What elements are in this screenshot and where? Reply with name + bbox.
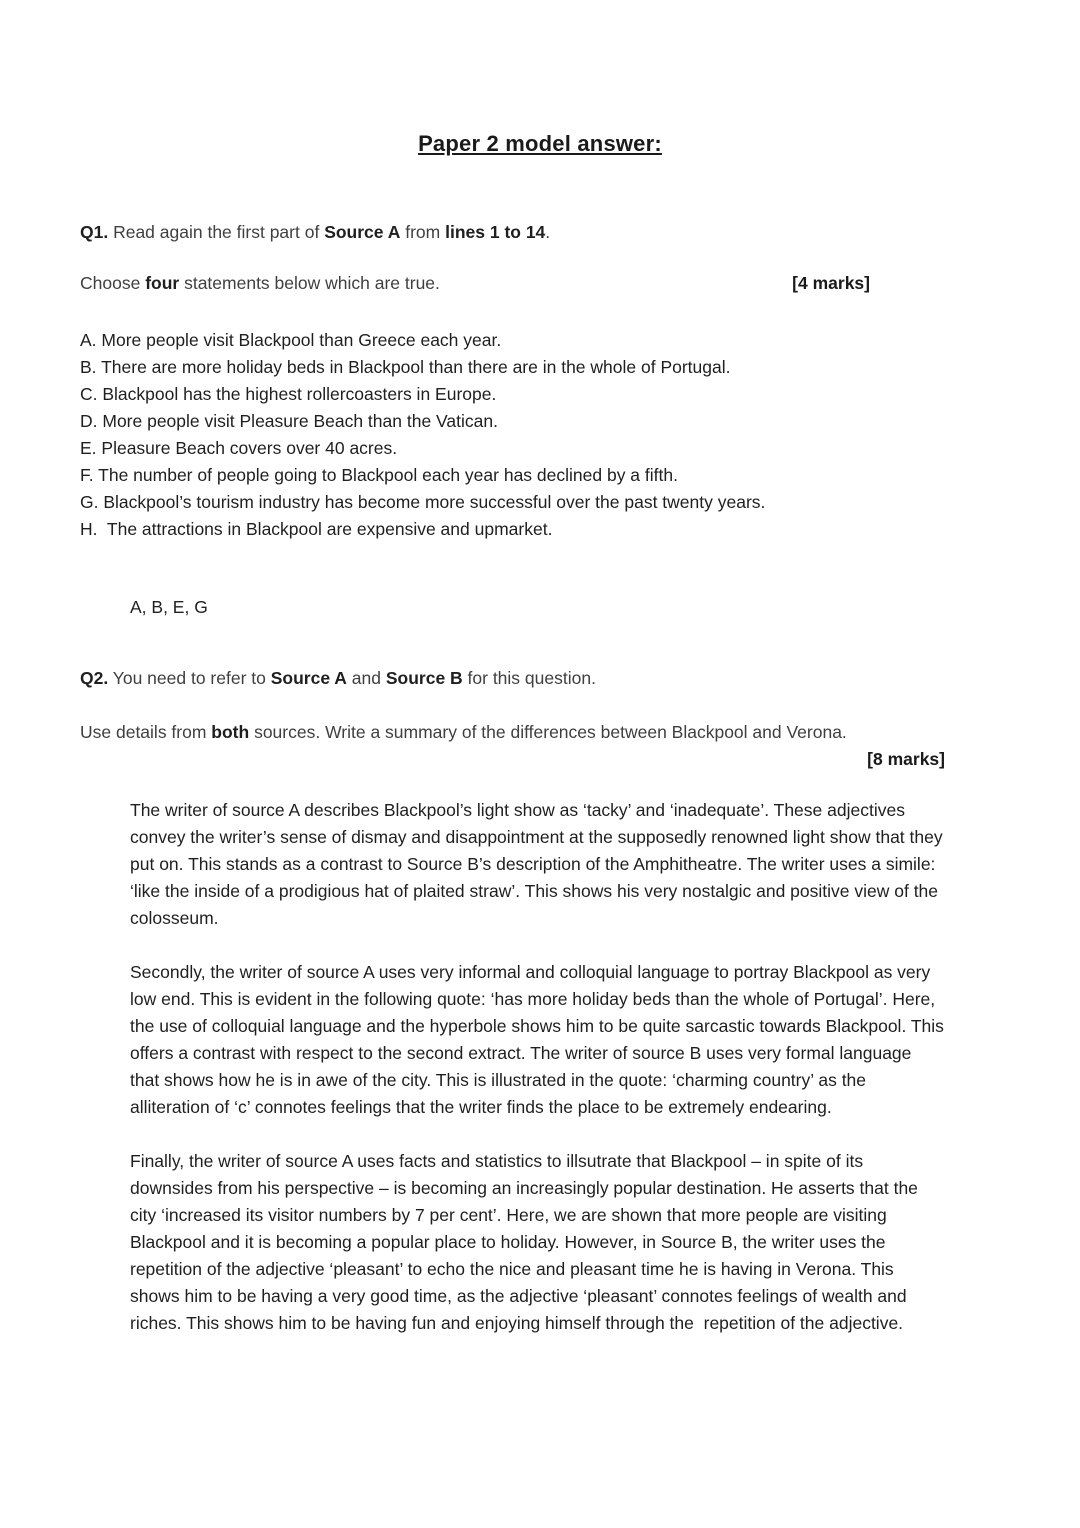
statement-f: F. The number of people going to Blackpool each year has declined by a fifth. [80,465,678,485]
q1-marks: [4 marks] [792,273,870,293]
statement-a: A. More people visit Blackpool than Greece each year. [80,330,502,350]
q1-instruction-row [80,270,1000,297]
q2-stem: Q2. You need to refer to Source A and Source B for this question. [80,668,596,688]
q1-stem: Q1. Read again the first part of Source A from lines 1 to 14. [80,222,551,242]
page-title: Paper 2 model answer: [418,131,662,156]
q1-statements [80,327,1000,543]
statement-b: B. There are more holiday beds in Blackpool than there are in the whole of Portugal. [80,357,731,377]
answer-paragraph-2: Secondly, the writer of source A uses very informal and colloquial language to portray Blackpool as very low end. This is evident in the following quote: ‘has more holiday beds than the whole of Portugal’. Here, the use of colloquial language and the hyperbole shows him to be quite sarcastic towards Blackpool. This offers a contrast with respect to the second extract. The writer of source B uses very formal language that shows how he is in awe of the city. This is illustrated in the quote: ‘charming country’ as the alliteration of ‘c’ connotes feelings that the writer finds the place to be extremely endearing. [130,962,949,1117]
q1-answer: A, B, E, G [130,597,208,617]
answer-paragraph-3: Finally, the writer of source A uses facts and statistics to illsutrate that Blackpool – in spite of its downsides from his perspective – is becoming an increasingly popular destination. He asserts that the city ‘increased its visitor numbers by 7 per cent’. Here, we are shown that more people are visiting Blackpool and it is becoming a popular place to holiday. However, in Source B, the writer uses the repetition of the adjective ‘pleasant’ to echo the nice and pleasant time he is having in Verona. This shows him to be having a very good time, as the adjective ‘pleasant’ connotes feelings of wealth and riches. This shows him to be having fun and enjoying himself through the repetition of the adjective. [130,1151,923,1333]
statement-e: E. Pleasure Beach covers over 40 acres. [80,438,398,458]
statement-c: C. Blackpool has the highest rollercoasters in Europe. [80,384,497,404]
statement-g: G. Blackpool’s tourism industry has become more successful over the past twenty years. [80,492,766,512]
question-1 [80,219,1000,621]
q2-answer [130,797,949,1337]
q2-marks: [8 marks] [867,749,945,769]
question-2 [80,665,1000,1337]
statement-d: D. More people visit Pleasure Beach than the Vatican. [80,411,498,431]
answer-paragraph-1: The writer of source A describes Blackpool’s light show as ‘tacky’ and ‘inadequate’. These adjectives convey the writer’s sense of dismay and disappointment at the supposedly renowned light show that they put on. This stands as a contrast to Source B’s description of the Amphitheatre. The writer uses a simile: ‘like the inside of a prodigious hat of plaited straw’. This shows his very nostalgic and positive view of the colosseum. [130,800,948,928]
q2-instruction: Use details from both sources. Write a summary of the differences between Blackpool and Verona. [80,722,847,742]
q1-instruction: Choose four statements below which are true. [80,273,440,293]
statement-h: H. The attractions in Blackpool are expensive and upmarket. [80,519,553,539]
